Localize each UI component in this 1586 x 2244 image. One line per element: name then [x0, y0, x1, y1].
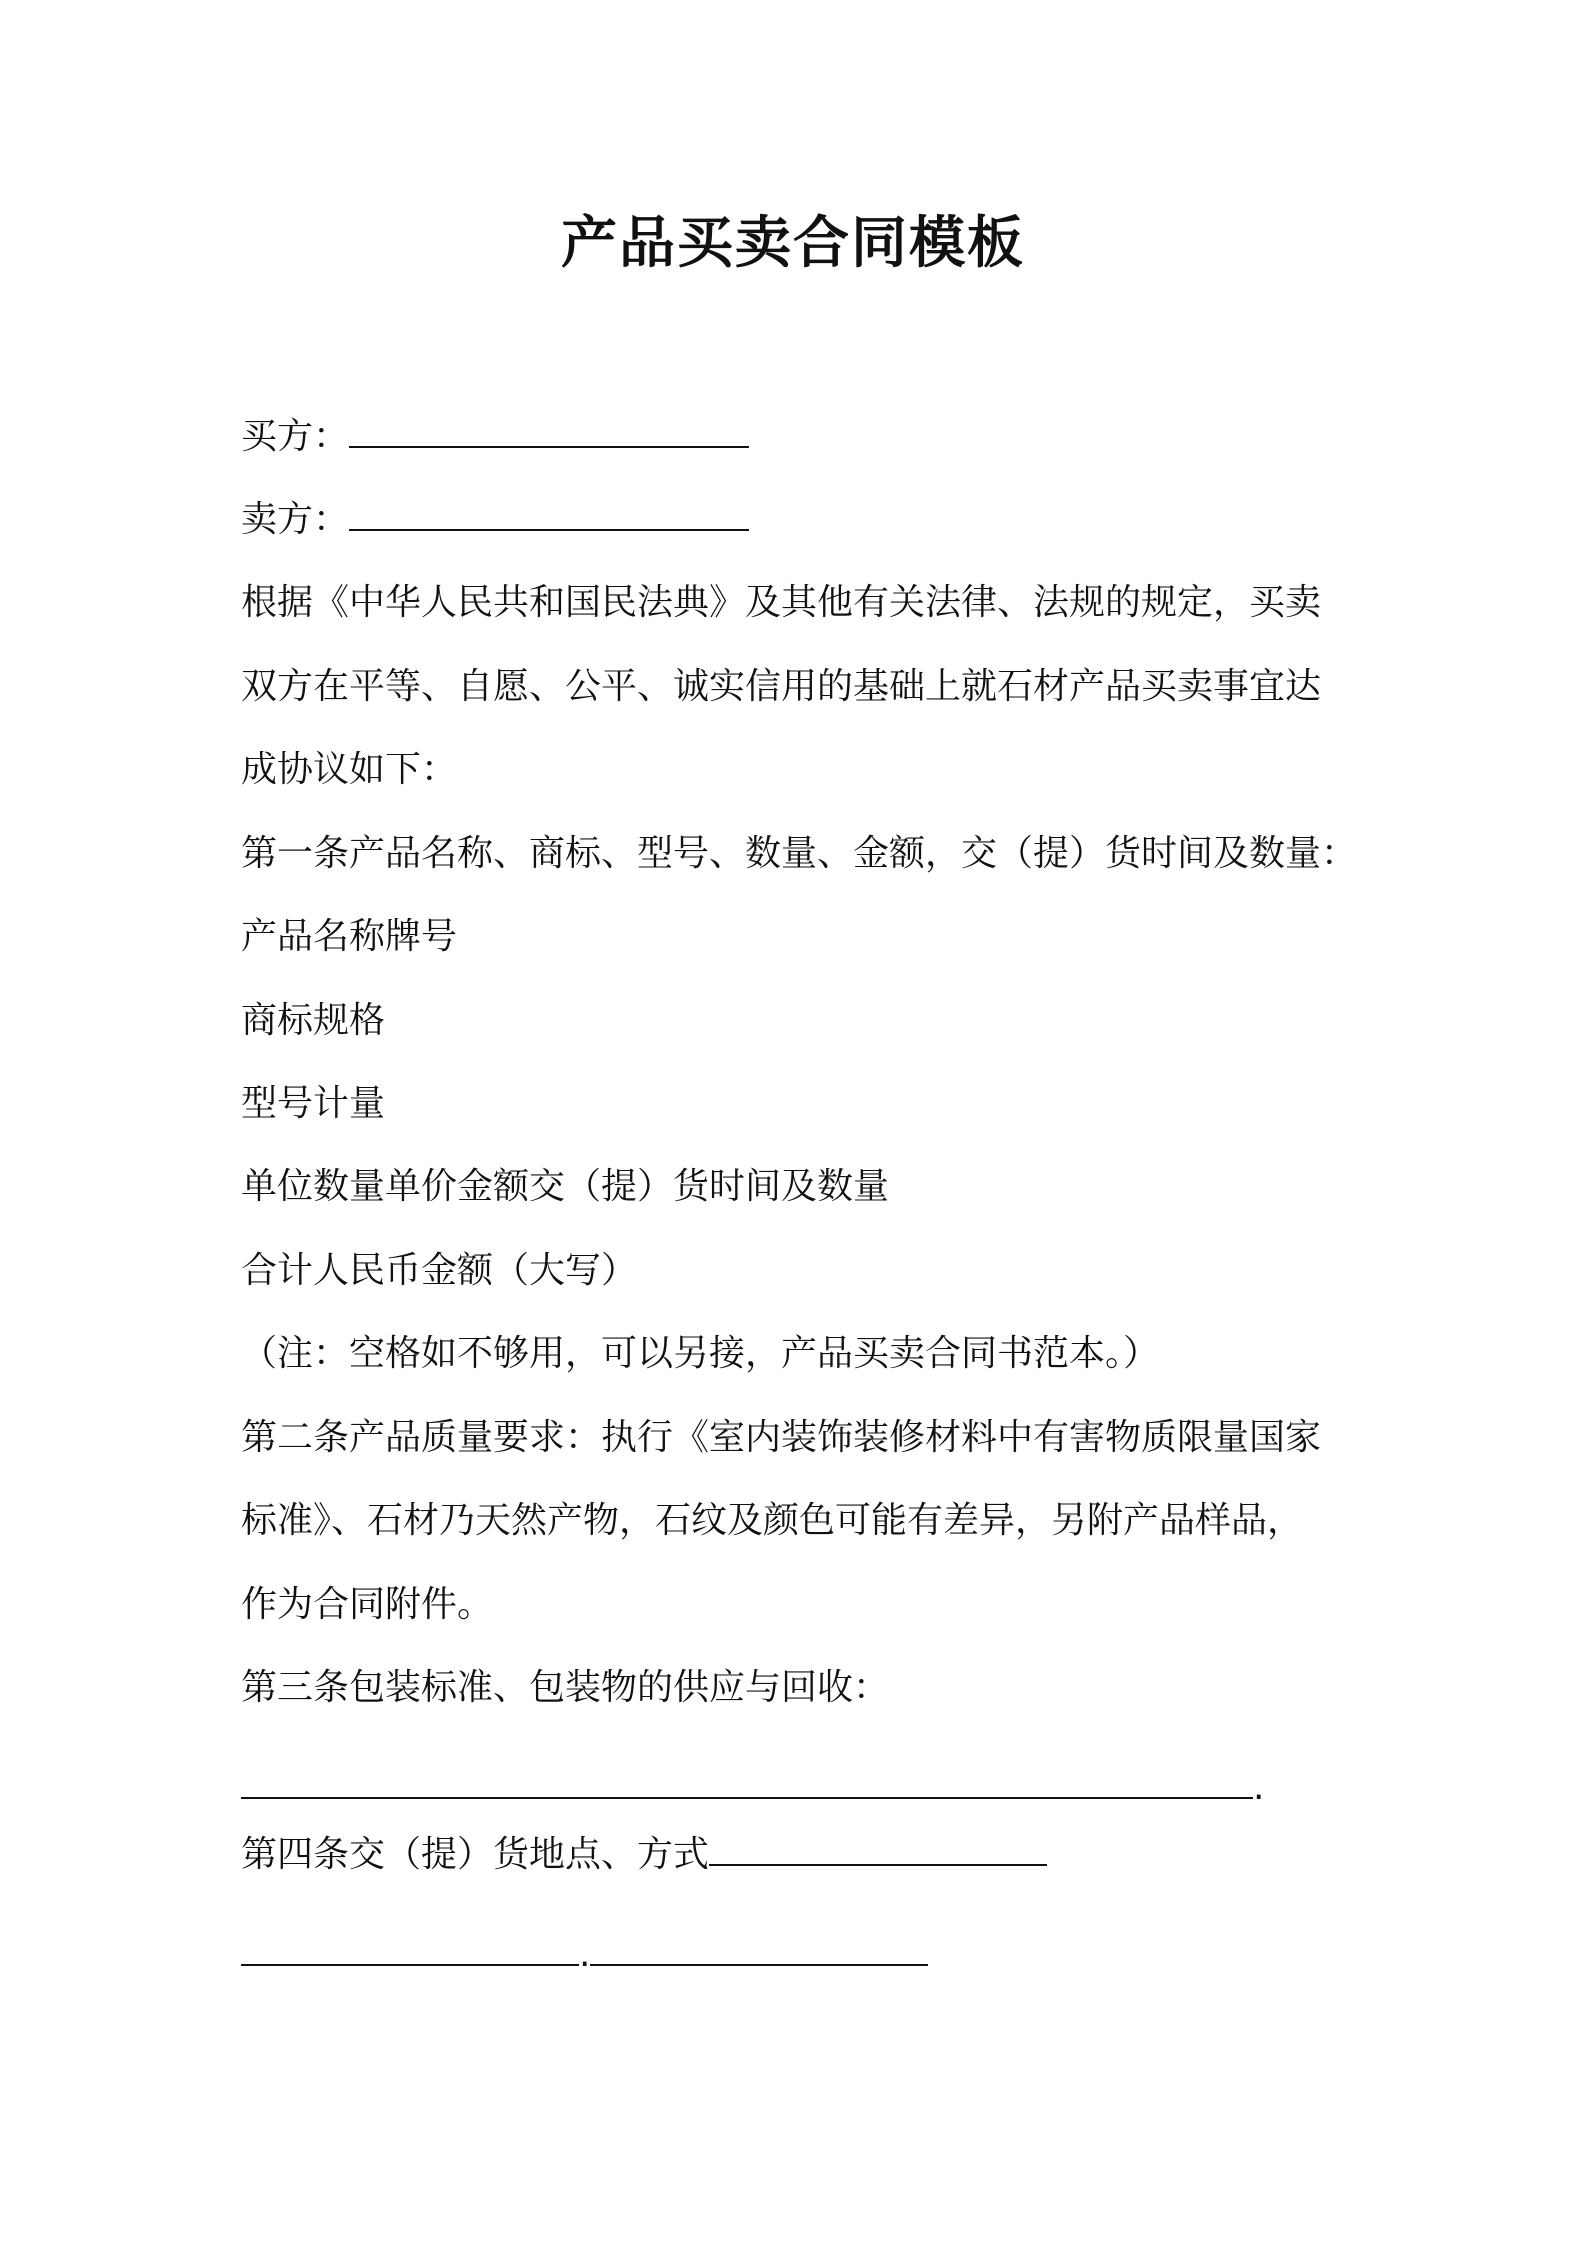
- article4-blank-1[interactable]: [709, 1834, 1047, 1866]
- article3-blank-line: [241, 1765, 1264, 1811]
- seller-line: [241, 497, 749, 543]
- intro-line-2: 双方在平等、自愿、公平、诚实信用的基础上就石材产品买卖事宜达: [241, 666, 1322, 707]
- article3-heading: 第三条包装标准、包装物的供应与回收：: [241, 1667, 890, 1708]
- intro-line-1: 根据《中华人民共和国民法典》及其他有关法律、法规的规定，买卖: [241, 582, 1322, 623]
- article2-line-1: 第二条产品质量要求：执行《室内装饰装修材料中有害物质限量国家: [241, 1417, 1322, 1458]
- seller-label: 卖方：: [241, 499, 350, 540]
- buyer-line: [241, 414, 749, 460]
- article4-heading: 第四条交（提）货地点、方式: [241, 1834, 710, 1875]
- buyer-blank[interactable]: [349, 416, 749, 448]
- article4-mid-mark: .: [579, 1934, 591, 1975]
- article1-item: 产品名称牌号: [241, 916, 458, 957]
- article4-blank-3[interactable]: [590, 1934, 928, 1966]
- article3-end-mark: .: [1253, 1767, 1265, 1808]
- article1-item: 型号计量: [241, 1083, 386, 1124]
- article1-heading: 第一条产品名称、商标、型号、数量、金额，交（提）货时间及数量：: [241, 833, 1358, 874]
- note-line: （注：空格如不够用，可以另接，产品买卖合同书范本。）: [241, 1333, 1160, 1374]
- article4-continuation: [241, 1932, 928, 1978]
- article1-item: 商标规格: [241, 1000, 386, 1041]
- article1-item: 合计人民币金额（大写）: [241, 1250, 638, 1291]
- buyer-label: 买方：: [241, 416, 350, 457]
- document-title: 产品买卖合同模板: [561, 211, 1025, 276]
- article4-line: [241, 1832, 1047, 1878]
- seller-blank[interactable]: [349, 499, 749, 531]
- intro-line-3: 成协议如下：: [241, 749, 458, 790]
- article3-blank[interactable]: [241, 1767, 1253, 1799]
- article2-line-3: 作为合同附件。: [241, 1584, 494, 1625]
- article2-line-2: 标准》、石材乃天然产物，石纹及颜色可能有差异，另附产品样品，: [241, 1500, 1304, 1541]
- article1-item: 单位数量单价金额交（提）货时间及数量: [241, 1166, 890, 1207]
- article4-blank-2[interactable]: [241, 1934, 579, 1966]
